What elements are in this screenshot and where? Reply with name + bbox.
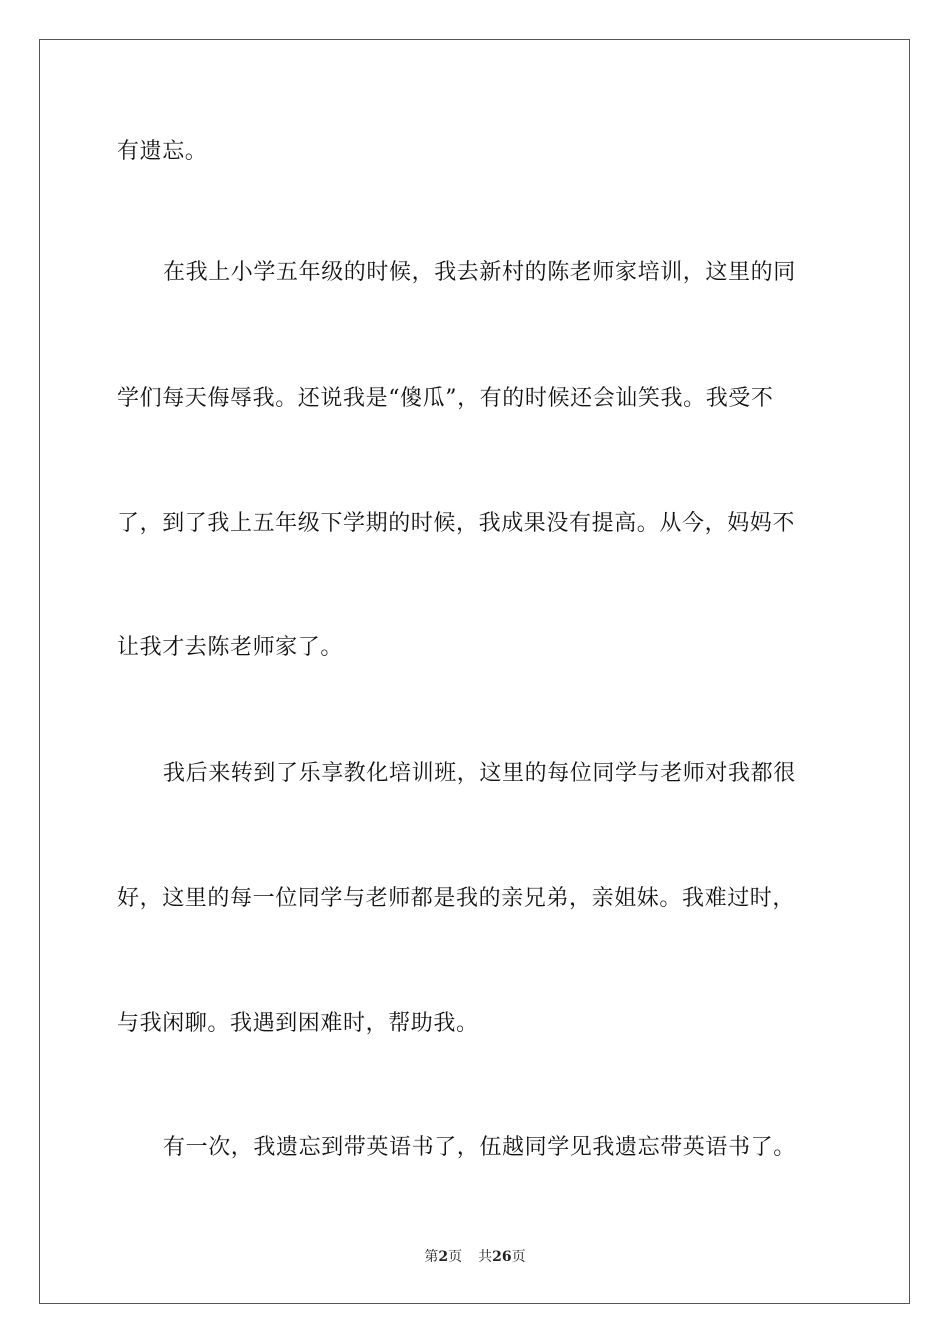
text-line-4: 了，到了我上五年级下学期的时候，我成果没有提高。从今，妈妈不 [117,511,796,536]
page-footer [0,1248,950,1266]
text-line-5: 让我才去陈老师家了。 [117,635,344,660]
text-line-6: 我后来转到了乐享教化培训班，这里的每位同学与老师对我都很 [163,761,796,786]
text-line-3: 学们每天侮辱我。还说我是“傻瓜”，有的时候还会讪笑我。我受不 [117,386,774,411]
total-pages: 26 [492,1249,512,1265]
text-line-7: 好，这里的每一位同学与老师都是我的亲兄弟，亲姐妹。我难过时， [117,886,796,911]
total-label-suffix: 页 [511,1249,526,1265]
text-line-1: 有遗忘。 [117,139,208,164]
page-number: 2 [438,1249,449,1265]
page-label-suffix: 页 [448,1249,463,1265]
text-line-9: 有一次，我遗忘到带英语书了，伍越同学见我遗忘带英语书了。 [163,1135,796,1160]
text-line-8: 与我闲聊。我遇到困难时，帮助我。 [117,1011,479,1036]
page-label-prefix: 第 [424,1249,439,1265]
total-label-prefix: 共 [478,1249,493,1265]
page-frame [39,39,910,1304]
text-line-2: 在我上小学五年级的时候，我去新村的陈老师家培训，这里的同 [163,260,796,285]
